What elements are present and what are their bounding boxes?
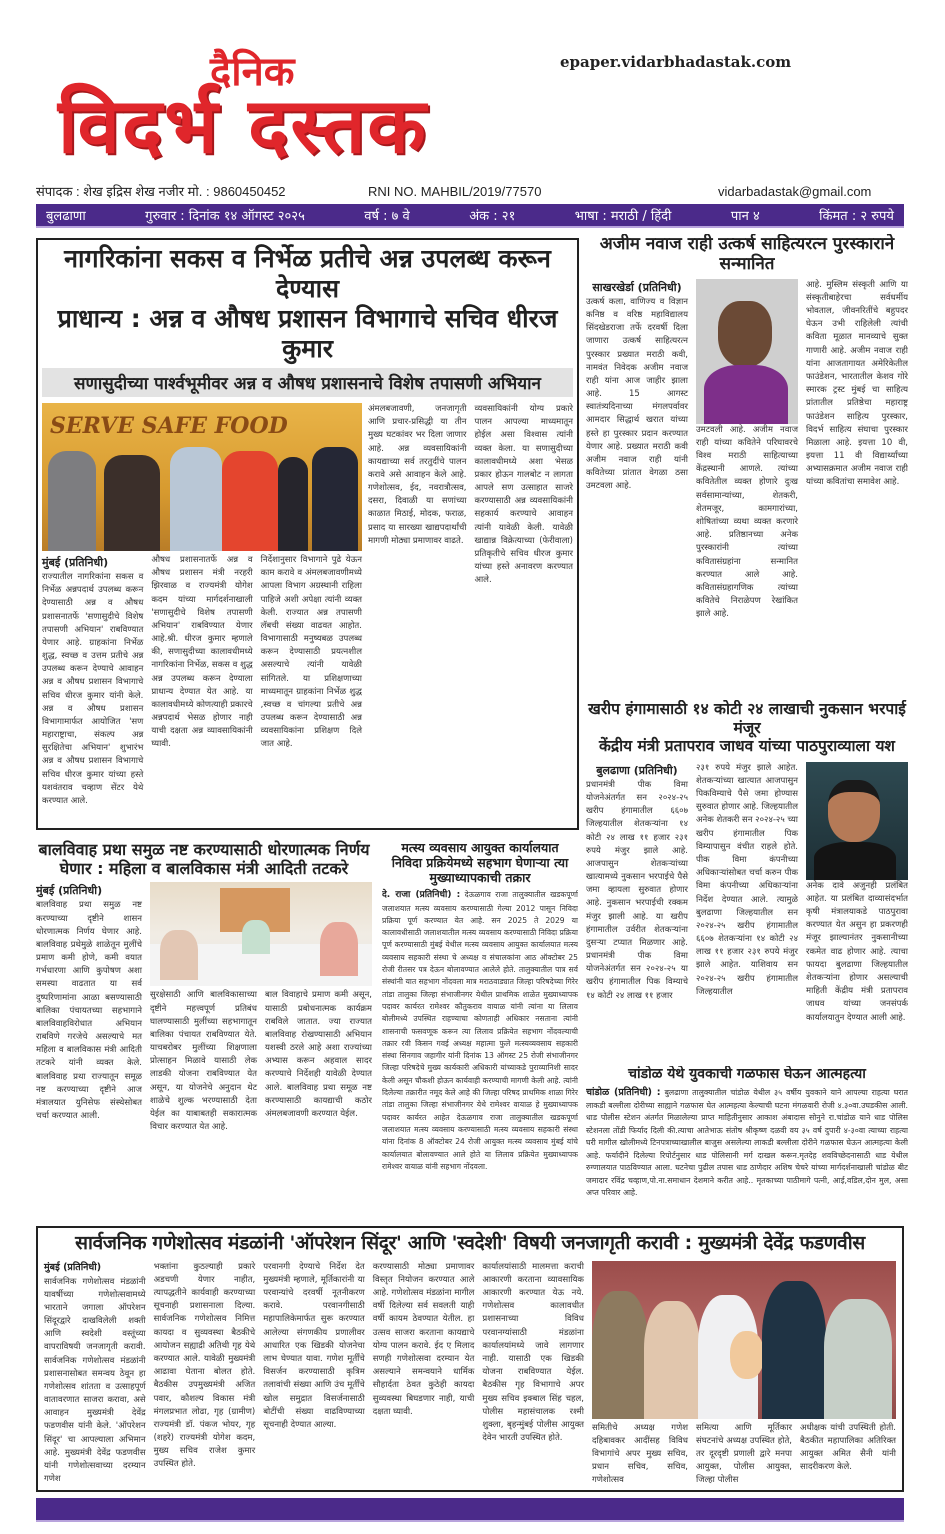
article-chandol: [586, 1066, 908, 1216]
masthead: [0, 0, 945, 200]
epaper-link[interactable]: epaper.vidarbhadastak.com: [560, 53, 792, 71]
article-text: बालविवाह प्रथा समुळ नष्ट करण्याच्या दृष्टीने शासन धोरणात्मक निर्णय घेणार आहे. बालविवाह प्रथेमुळे शाळेतून मुलींचे प्रमाण कमी होणे, कमी वयात गर्भधारणा आणि कुपोषण अशा समस्या वाढतात या सर्व दुष्परिणामांना आळा बसण्यासाठी बालिका पंचायतच्या सहभागाने बालविवाहविरोधात अभियान राबविणे गरजेचे असल्याचे मत महिला व बालविकास मंत्री आदिती तटकरे यांनी व्यक्त केले. बालविवाह प्रथा राज्यातून समूळ नष्ट करण्याच्या दृष्टीने आज मंत्रालयात युनिसेफ संस्थेसोबत चर्चा करण्यात आली.: [36, 900, 142, 1122]
article-text: कार्यालयांसाठी मालमत्ता कराची आकारणी करताना व्यावसायिक आकारणी करण्यात येऊ नये. गणेशोत्सव कालावधीत प्रशासनाच्या विविध परवानग्यांसाठी मंडळांना कार्यालयांमध्ये जावे लागणार नाही. यासाठी एक खिडकी योजना राबविण्यात येईल. बैठकीस गृह विभागाचे अपर मुख्य सचिव इक्बाल सिंह चहल, पोलीस महासंचालक रश्मी शुक्ला, बृहन्मुंबई पोलीस आयुक्त देवेन भारती उपस्थित होते.: [482, 1261, 584, 1444]
article-text: बाल विवाहाचे प्रमाण कमी असून, यासाठी प्रबोधनात्मक कार्यक्रम राबविले जातात. ज्या राज्यात बालविवाह रोखण्यासाठी अभियान यशस्वी ठरले आहे अशा राज्यांच्या अभ्यास करून अहवाल सादर करण्याचे निर्देशही यावेळी देण्यात आले. बालविवाह प्रथा समूळ नष्ट करण्यासाठी कायद्याची कठोर अंमलबजावणी करण्यात येईल.: [265, 990, 372, 1119]
headline: निविदा प्रक्रियेमध्ये सहभाग घेणाऱ्या त्या: [391, 855, 569, 870]
article-text: करण्यासाठी मोठ्या प्रमाणावर विस्तृत नियोजन करण्यात आले आहे. गणेशोत्सव मंडळांना मागील वर्षी दिलेल्या सर्व सवलती याही वर्षी कायम ठेवण्यात येतील. हा उत्सव साजरा करताना कायद्याचे योग्य पालन करावे. ईद ए मिलाद सणही गणेशोत्सवा दरम्यान येत असल्याने समन्वयाने धार्मिक सौहार्दता ठेवत कुठेही कायदा सुव्यवस्था बिघडणार नाही, याची दक्षता घ्यावी.: [372, 1261, 475, 1417]
article-text: निर्देशानुसार विभागाने पुढे येऊन काम करावे व अंमलबजावणीमध्ये आपला विभाग अग्रस्थानी राहिला पाहिजे अशी अपेक्षा त्यांनी व्यक्त केली. राज्यात अन्न तपासणी लॅबची संख्या वाढवत आहोत. विभागासाठी मनुष्यबळ उपलब्ध करून देण्यासाठी प्रयत्नशील असल्याचे त्यांनी यावेळी सांगितले. या प्रशिक्षणाच्या माध्यमातून ग्राहकांना निर्भेळ शुद्ध ,स्वच्छ व चांगल्या प्रतीचे अन्न उपलब्ध करून देण्यासाठी अन्न व्यवसायिकांना प्रशिक्षण दिले जात आहे.: [260, 555, 362, 750]
dateline: चांडोळ (प्रतिनिधी) :: [586, 1086, 661, 1098]
dateline: मुंबई (प्रतिनिधी): [42, 556, 109, 569]
article-text: राज्यातील नागरिकांना सकस व निर्भेळ अन्नपदार्थ उपलब्ध करून देण्यासाठी अन्न व औषध प्रशासनातर्फे 'सणासुदीचे विशेष तपासणी अभियान' राबविण्यात येणार आहे. ग्राहकांना निर्भेळ शुद्ध, स्वच्छ व उत्तम प्रतीचे अन्न उपलब्ध करून देण्याचे आवाहन अन्न व औषध प्रशासन विभागाचे सचिव धीरज कुमार यांनी केले. अन्न व औषध प्रशासन विभागामार्फत आयोजित 'सण महाराष्ट्राचा, संकल्प अन्न सुरक्षितेचा अभियान' शुभारंभ अन्न व औषध प्रशासन विभागाचे सचिव धीरज कुमार यांच्या हस्ते यशवंतराव चव्हाण सेंटर येथे करण्यात आले.: [42, 572, 144, 806]
article-text: सुरक्षेसाठी आणि बालविकासाच्या दृष्टीने महत्त्वपूर्ण प्रतिबंध घालण्यासाठी मुलींच्या सहभागातून बालिका पंचायत राबविण्यात येते. याचबरोबर मुलींच्या शिक्षणाला प्रोत्साहन मिळावे यासाठी लेक लाडकी योजना राबविण्यात येत असून, या योजनेचे अनुदान थेट शाळेचे शुल्क भरण्यासाठी देता येईल का याबाबतही सकारात्मक विचार करण्यात येत आहे.: [150, 990, 257, 1133]
article-text: अनेक दावे अजुनही प्रलंबित आहेत. या प्रलंबित दाव्यासंदर्भात कृषी मंत्रालयाकडे पाठपुरावा करण्यात येत असुन हा प्रकरणही मंजूर झाल्यानंतर नुकसानीच्या रकमेत वाढ होणार आहे. त्याचा फायदा बुलढाणा जिल्हयातील शेतकऱ्यांना होणार असल्याची माहिती केंद्रीय मंत्री प्रतापराव जाधव यांच्या जनसंपर्क कार्यालयातुन देण्यात आली आहे.: [806, 880, 908, 1023]
article-text: उत्कर्ष कला, वाणिज्य व विज्ञान कनिष्ठ व वरिष्ठ महाविद्यालय सिंदखेडराजा तर्फे दरवर्षी दिला जाणारा उत्कर्ष साहित्यरत्न पुरस्कार प्रख्यात मराठी कवी, नामवंत निवेदक अजीम नवाज राही यांना आज जाहीर झाला आहे. 15 आगस्ट स्वातंत्र्यदिनाच्या मंगलपर्वावर आमदार सिद्धार्थ खरात यांच्या हस्ते हा पुरस्कार प्रदान करण्यात येणार आहे. प्रख्यात मराठी कवी अजीम नवाज राही यांनी कवितेच्या प्रांतात वेगळा ठसा उमटवला आहे.: [586, 296, 688, 492]
info-bar: [36, 204, 904, 228]
meeting-photo: [150, 882, 372, 986]
article-text: आहे. मुस्लिम संस्कृती आणि या संस्कृतीबाहेरचा सर्वधर्मीय भोवताल, जीवनरितींचे बहुपदर घेऊन उभी राहिलेली त्यांची कविता मूळात मानव्याचे सुक्त गाणारी आहे. अजीम नवाज राही यांना आजतागायत अमेरिकेतील फाउंडेशन, भारतातील केशव गोरे स्मारक ट्रस्ट मुंबई चा साहित्य प्रांतातील प्रतिष्ठेचा महाराष्ट्र फाउंडेशन साहित्य पुरस्कार, विदर्भ साहित्य संघाचा पुरस्कार मिळाला आहे. इयत्ता 10 वी, इयत्ता 11 वी विद्यार्थ्यांच्या अभ्यासक्रमात अजीम नवाज राही यांच्या कवितांचा समावेश आहे.: [806, 279, 908, 488]
editor-info: संपादक : शेख इद्रिस शेख नजीर मो. : 9860450452: [36, 184, 286, 199]
dateline: साखरखेर्डा (प्रतिनिधी): [592, 280, 682, 294]
headline: चांडोळ येथे युवकाची गळफास घेऊन आत्महत्या: [628, 1066, 866, 1082]
headline: प्राधान्य : अन्न व औषध प्रशासन विभागाचे सचिव धीरज कुमार: [57, 304, 558, 363]
article-text: प्रधानमंत्री पीक विमा योजनेअंतर्गत सन २०२४-२५ खरीप हंगामातील ६६०७ जिल्हयातील शेतकऱ्यांना १४ कोटी २४ लाख ११ हजार २३१ रुपये मंजुर झाले आहे. आजपासुन शेतकऱ्यांच्या खात्यामध्ये नुकसान भरपाईचे पैसे जमा व्हायला सुरुवात होणार आहे. नुकसान भरपाईची रक्कम मंजुर झाली आहे. या खरीप हंगामातील उर्वरीत शेतकऱ्यांना दुसऱ्या टप्यात मिळणार आहे. प्रधानमंत्री पीक विमा योजनेअंतर्गत सन २०२४-२५ या खरीप हंगामातील पिक विम्याचे १४ कोटी २४ लाख ११ हजार: [586, 779, 688, 1001]
page-number: पान ४: [730, 209, 760, 224]
footer-bar: [36, 1498, 904, 1522]
article-text: बुलढाणा तालुक्यातील चांडोळ येथील ३५ वर्षीय युवकाने याने आपल्या राहत्या घरात लाकडी बल्लीला दोरीच्या साह्याने गळफास घेत आत्महत्या केल्याची घटना मंगळवारी रोजी ४.३०वा.उघडकीस आली. धाड पोलीस स्टेशन अंतर्गत मिळालेल्या प्राप्त माहितीनुसार आकाश अंबादास सोनुने रा.चांडोळ याने धाड पोलिस स्टेशनला तोंडी फिर्याद दिली की.त्याचा आतेभाऊ संतोष श्रीकृष्ण दळवी वय ३५ वर्ष दुपारी ४-३०वा त्याच्या राहत्या घरी मागील खोलीमध्ये टिनपत्राच्याखालील बाजुस असलेल्या लाकडी बल्लीला दोरीने गळफास घेऊन आत्महत्या केली आहे. फर्यादीने दिलेल्या रिपोर्टनुसार धाड पोलिसानी मर्ग दाखल करून.मृतदेह शवविच्छेदनासाठी धाड येथील रुग्णालयात पाठविण्यात आला. घटनेचा पुढील तपास धाड ठाणेदार अशिष चेचरे यांच्या मार्गदर्शनाखाली चांडोळ बीट जमादार रविंद्र चव्हाण,पो.ना.समाधान देशमाने करीत आहे.. मृतकाच्या पाठीमागे पत्नी, आई,वडिल,दोन मुल, असा अप्त परिवार आहे.: [586, 1087, 908, 1198]
article-child-marriage: [36, 840, 372, 1220]
article-text: अधीक्षक यांची उपस्थिती होती. बैठकीत महापालिका अतिरिक्त आयुक्त अमित सैनी यांनी सादरीकरण केले.: [800, 1422, 896, 1473]
city: बुलढाणा: [46, 209, 86, 224]
issue-date: गुरुवार : दिनांक १४ ऑगस्ट २०२५: [145, 209, 305, 224]
article-text: २३१ रुपये मंजुर झाले आहेत. शेतकऱ्यांच्या खात्यात आजपासुन पिकविम्याचे पैसे जमा होण्यास सुरुवात होणार आहे. जिल्हयातील अनेक शेतकरी सन २०२४-२५ च्या खरीप हंगामातील पिक विम्यापासुन वंचीत राहले होते. पीक विमा कंपनीच्या अधिकाऱ्यांसोबत चर्चा करुन पीक विमा कंपनीच्या अधिकाऱ्यांना निर्देश देण्यात आले. त्यामुळे बुलढाणा जिल्हयातील सन २०२४-२५ खरीप हंगामातील ६६०७ शेतकऱ्यांना १४ कोटी २४ लाख ११ हजार २३१ रुपये मंजुर झाले आहेत. याशिवाय सन २०२४-२५ खरीप हंगामातील जिल्हयातील: [696, 762, 798, 997]
subheadline: सणासुदीच्या पार्श्वभूमीवर अन्न व औषध प्रशासनाचे विशेष तपासणी अभियान: [42, 368, 573, 397]
article-text: उमटवली आहे. अजीम नवाज राही यांच्या कवितेने परिघावरचे विश्व मराठी साहित्याच्या केंद्रस्थानी आणले. त्यांच्या कवितेतील व्यक्त होणारे दुःख सर्वसामान्यांच्या, शेतकरी, शेतमजूर, कामगारांच्या, शोषितांच्या व्यथा व्यक्त करणारे आहे. प्रतिष्ठानच्या अनेक पुरस्कारांनी त्यांच्या कवितासंग्रहांना सन्मानित करण्यात आले आहे. कवितासंग्रहागणिक त्यांच्या कवितेचे निराळेपण रेखांकित झाले आहे.: [696, 424, 798, 620]
newspaper-title: विदर्भ दस्तक: [58, 81, 428, 170]
dateline: दे. राजा (प्रतिनिधी) :: [382, 890, 461, 900]
article-text: अंमलबजावणी, जनजागृती आणि प्रचार-प्रसिद्धी या तीन मुख्य घटकांवर भर दिला जाणार आहे. अन्न व्यवसायिकांनी कायद्याच्या सर्व तरतुदींचे पालन करावे असे आवाहन केले आहे. गणेशोत्सव, ईद, नवरात्रौत्सव, दसरा, दिवाळी या सणांच्या काळात मिठाई, मोदक, फराळ, प्रसाद या सारख्या खाद्यपदार्थांची मागणी मोठ्या प्रमाणावर वाढते.: [368, 404, 467, 546]
email-link[interactable]: vidarbadastak@gmail.com: [718, 184, 872, 199]
portrait-photo: [696, 279, 798, 424]
masthead-prefix: दैनिक: [210, 48, 295, 95]
article-text: समित्या आणि मूर्तिकार संघटनांचे अध्यक्ष उपस्थित होते, तर दूरदृष्टी प्रणाली द्वारे मनपा आयुक्त, पोलीस आयुक्त, जिल्हा पोलीस: [696, 1422, 792, 1486]
year: वर्ष : ७ वे: [364, 209, 410, 224]
price: किंमत : २ रुपये: [819, 209, 894, 224]
article-text: औषध प्रशासनातर्फे अन्न व औषध प्रशासन मंत्री नरहरी झिरवाळ व राज्यमंत्री योगेश कदम यांच्या मार्गदर्शनाखाली 'सणासुदीचे विशेष तपासणी अभियान' राबविण्यात येणार आहे.श्री. धीरज कुमार म्हणाले की, सणासुदीच्या कालावधीमध्ये नागरिकांना निर्भेळ, सकस व शुद्ध अन्न उपलब्ध करून देण्याला प्राधान्य देण्यात येत आहे. या कालावधीमध्ये कोणत्याही प्रकारचे अन्नपदार्थ भेसळ होणार नाही याची दक्षता अन्न व्यावसायिकांनी घ्यावी.: [151, 555, 253, 750]
rni-number: RNI NO. MAHBIL/2019/77570: [368, 184, 542, 199]
headline: अजीम नवाज राही उत्कर्ष साहित्यरत्न पुरस्काराने सन्मानित: [599, 234, 895, 275]
headline: घेणार : महिला व बालविकास मंत्री आदिती तटकरे: [59, 859, 349, 879]
headline: केंद्रीय मंत्री प्रतापराव जाधव यांच्या पाठपुराव्याला यश: [599, 737, 895, 756]
minister-photo: [806, 762, 908, 880]
cm-felicitation-photo: [592, 1261, 896, 1419]
headline: बालविवाह प्रथा समुळ नष्ट करण्यासाठी धोरणात्मक निर्णय: [38, 840, 370, 859]
headline: मत्स्य व्यवसाय आयुक्त कार्यालयात: [401, 840, 559, 855]
article-text: व्यवसायिकांनी योग्य प्रकारे पालन आपल्या माध्यमातून होईल असा विश्वास त्यांनी व्यक्त केला. या सणासुदीच्या कालावधीमध्ये अशा भेसळ प्रकार होऊन गालबोट न लागता आपले सण उत्साहात साजरे करण्यासाठी अन्न व्यवसायिकांनी सहकार्य करण्याचे आवाहन त्यांनी यावेळी केली. यावेळी खाद्यान्न विक्रेत्याच्या (फेरीवाला) प्रतिकृतीचे सचिव धीरज कुमार यांच्या हस्ते अनावरण करण्यात आले.: [474, 404, 573, 586]
event-photo: [42, 403, 362, 551]
article-ganeshotsav: [36, 1226, 904, 1492]
article-food-safety: [36, 238, 579, 830]
headline: मुख्याध्यापकाची तक्रार: [429, 870, 531, 885]
article-text: समितीचे अध्यक्ष गणेश दहिबावकर आदींसह विविध विभागांचे अपर मुख्य सचिव, प्रधान सचिव, सचिव, गणेशोत्सव: [592, 1422, 688, 1486]
dateline: मुंबई (प्रतिनिधी): [36, 884, 103, 898]
dateline: बुलढाणा (प्रतिनिधी): [596, 763, 678, 777]
photo-banner-text: SERVE SAFE FOOD: [50, 413, 288, 439]
article-text: भक्तांना कुठल्याही प्रकारे अडचणी येणार नाहीत, त्यापद्धतीने कार्यवाही करण्याच्या सूचनाही प्रशासनाला दिल्या. सार्वजनिक गणेशोत्सव निमित्त कायदा व सुव्यवस्था बैठकीचे आयोजन सह्याद्री अतिथी गृह येथे करण्यात आले. यावेळी मुख्यमंत्री आढावा घेताना बोलत होते. बैठकीस उपमुख्यमंत्री अजित पवार, कौशल्य विकास मंत्री मंगलप्रभात लोढा, गृह (ग्रामीण) राज्यमंत्री डॉ. पंकज भोयर, गृह (शहरे) राज्यमंत्री योगेश कदम, मुख्य सचिव राजेश कुमार उपस्थित होते.: [153, 1261, 256, 1470]
headline: सार्वजनिक गणेशोत्सव मंडळांनी 'ऑपरेशन सिंदूर' आणि 'स्वदेशी' विषयी जनजागृती करावी : मुख्यमंत्री देवेंद्र फडणवीस: [75, 1232, 865, 1254]
dateline: मुंबई (प्रतिनिधी): [44, 1261, 102, 1273]
article-text: परवानगी देण्याचे निर्देश देत मुख्यमंत्री म्हणाले, मूर्तिकारांनी या परवान्यांचे दरवर्षी नूतनीकरण करावे. परवानगीसाठी महापालिकेमार्फत सुरू करण्यात आलेल्या संगणकीय प्रणालीवर आधारित एक खिडकी योजनेचा लाभ घेण्यात यावा. गणेश मूर्तींचे विसर्जन करण्यासाठी कृत्रिम तलावांची संख्या आणि उंच मूर्तींचे खोल समुद्रात विसर्जनासाठी बोटींची संख्या वाढविण्याच्या सूचनाही देण्यात आल्या.: [263, 1261, 365, 1430]
language: भाषा : मराठी / हिंदी: [574, 209, 672, 224]
headline: खरीप हंगामासाठी १४ कोटी २४ लाखाची नुकसान भरपाई मंजूर: [588, 700, 906, 737]
article-text: देऊळगाव राजा तालुक्यातील खडकपूर्णा जलाशयात मत्स्य व्यवसाय करण्यासाठी गेल्या 2012 पासून निविदा प्रक्रिया पूर्ण करण्यात येत आहे. सन 2025 ते 2029 या कालावधीसाठी जलाशयातील मत्स्य व्यवसाय करण्यासाठी निविदा प्रक्रिया पूर्ण करण्यासाठी मुंबई येथील मत्स्य व्यवसाय आयुक्त कार्यालयात मत्स्य व्यवसाय सहकारी संस्था चे अध्यक्ष व संचालकांना आठ ऑक्टोबर 25 रोजी रीतसर पत्र देऊन बोलावण्यात आलेले होते. तालुक्यातील पात्र सर्व संस्थांनी यात सहभाग नोंदवला मात्र मराठवाड्यात जिल्हा परिषदेच्या गिरेर तांडा तालुका जिल्हा संभाजीनगर येथील प्राथमिक शाळेत मुख्याध्यापक पदावर कार्यरत रामेश्वर कौतुकराव वायाळ यांनी त्यांना या लिलाव बोलीमध्ये उपस्थित राहण्याचा कोणताही अधिकार नसताना त्यांनी शासनाची फसवणूक करून त्या लिलाव प्रक्रियेत सहभाग नोंदवल्याची तक्रार रवी किसन गवई अध्यक्ष महात्मा फुले मत्स्यव्यवसाय सहकारी संस्था सिनगाव जहागीर यांनी दिनांक 13 ऑगस्ट 25 रोजी संभाजीनगर जिल्हा परिषदेचे मुख्य कार्यकारी अधिकारी यांच्याकडे पुराव्यानिशी सादर केली असून चौकशी होऊन कार्यवाही करण्याची मागणी केली आहे. त्यांनी दिलेल्या तक्रारीत नमूद केले आहे की जिल्हा परिषद प्राथमिक शाळा गिरेर तांडा तालुका जिल्हा संभाजीनगर येथे रामेश्वर वायाळ हे मुख्याध्यापक पदावर कार्यरत आहेत देऊळगाव राजा तालुक्यातील खडकपूर्णा जलाशयात मत्स्य व्यवसाय करण्यासाठी मत्स्य व्यवसाय सहकारी संस्था यांना दिनांक 8 ऑक्टोबर 24 रोजी आयुक्त मत्स्य व्यवसाय मुंबई यांचे कार्यालयात बोलावण्यात आले होते या लिलाव प्रक्रियेत मुख्याध्यापक रामेश्वर वायाळ यांनी सहभाग नोंदवला.: [382, 890, 578, 1171]
article-text: सार्वजनिक गणेशोत्सव मंडळांनी यावर्षीच्या गणेशोत्सवामध्ये भारताने जगाला ऑपरेशन सिंदूरद्वारे दाखविलेली शक्ती आणि स्वदेशी वस्तूंच्या वापराविषयी जनजागृती करावी. सार्वजनिक गणेशोत्सव मंडळांनी प्रशासनासोबत समन्वय ठेवून हा गणेशोत्सव शांतता व उत्साहपूर्ण वातावरणात साजरा करावा, असे आवाहन मुख्यमंत्री देवेंद्र फडणवीस यांनी केले. 'ऑपरेशन सिंदूर' चा आपल्याला अभिमान आहे. मुख्यमंत्री देवेंद्र फडणवीस यांनी गणेशोत्सवाच्या दरम्यान गणेश: [44, 1276, 146, 1485]
article-award: [586, 234, 908, 694]
article-kharif: [586, 700, 908, 1060]
issue-number: अंक : २१: [469, 209, 516, 224]
headline: नागरिकांना सकस व निर्भेळ प्रतीचे अन्न उपलब्ध करून देण्यास: [64, 244, 551, 303]
article-fisheries: [382, 840, 578, 1220]
